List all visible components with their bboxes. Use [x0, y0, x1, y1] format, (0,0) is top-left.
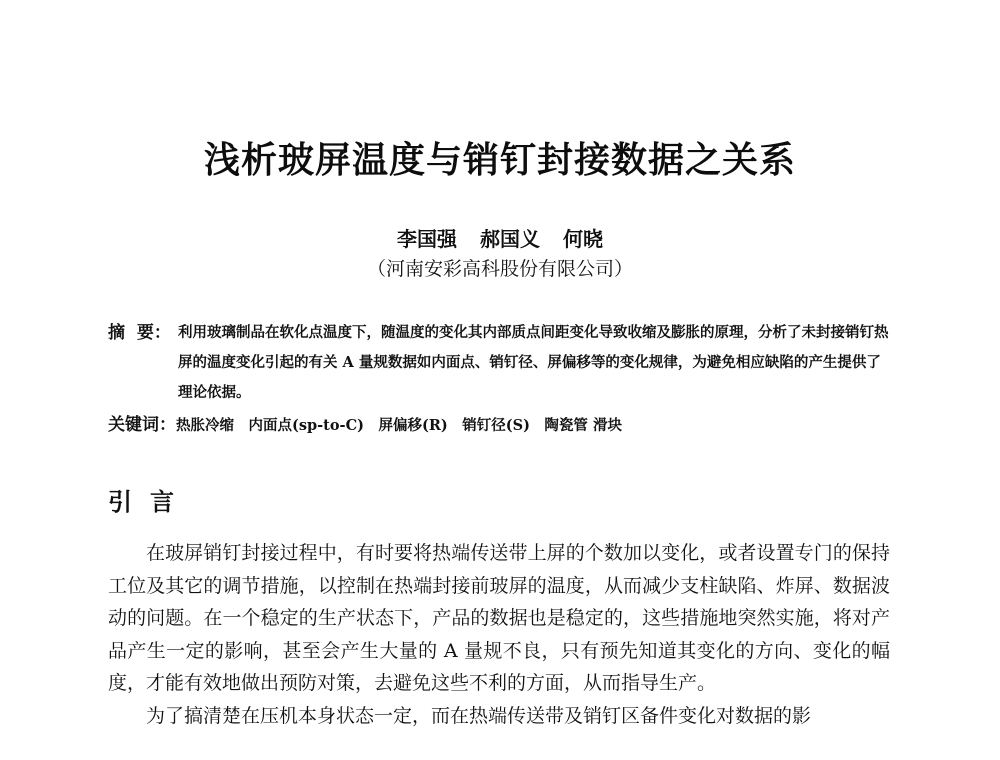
- author-name: 何晓: [562, 227, 603, 251]
- keywords-label: 关键词：: [108, 415, 176, 435]
- author-name: 郝国义: [480, 227, 540, 251]
- author-affiliation: （河南安彩高科股份有限公司）: [366, 258, 633, 280]
- body-paragraph: 在玻屏销钉封接过程中，有时要将热端传送带上屏的个数加以变化，或者设置专门的保持工位及其它的调节措施，以控制在热端封接前玻屏的温度，从而减少支柱缺陷、炸屏、数据波动的问题。在一个稳定的生产状态下，产品的数据也是稳定的，这些措施地突然实施，将对产品产生一定的影响，甚至会产生大量的 A 量规不良，只有预先知道其变化的方向、变化的幅度，才能有效地做出预防对策，去避免这些不利的方面，从而指导生产。: [108, 542, 890, 694]
- body-text: [108, 537, 890, 732]
- abstract-text: 利用玻璃制品在软化点温度下，随温度的变化其内部质点间距变化导致收缩及膨胀的原理，分析了未封接销钉热屏的温度变化引起的有关 A 量规数据如内面点、销钉径、屏偏移等的变化规律，为避免相应缺陷的产生提供了理论依据。: [178, 324, 889, 401]
- keywords-block: [108, 410, 892, 441]
- keywords-text: 热胀冷缩 内面点(sp-to-C) 屏偏移(R) 销钉径(S) 陶瓷管 滑块: [176, 417, 622, 434]
- section-heading-introduction: 引言: [108, 488, 192, 516]
- body-paragraph: 为了搞清楚在压机本身状态一定，而在热端传送带及销钉区备件变化对数据的影: [146, 704, 812, 727]
- paper-title: 浅析玻屏温度与销钉封接数据之关系: [203, 140, 796, 181]
- abstract-block: [108, 318, 892, 408]
- abstract-label: 摘 要：: [108, 323, 171, 343]
- author-list: [0, 223, 1000, 255]
- author-name: 李国强: [397, 227, 458, 251]
